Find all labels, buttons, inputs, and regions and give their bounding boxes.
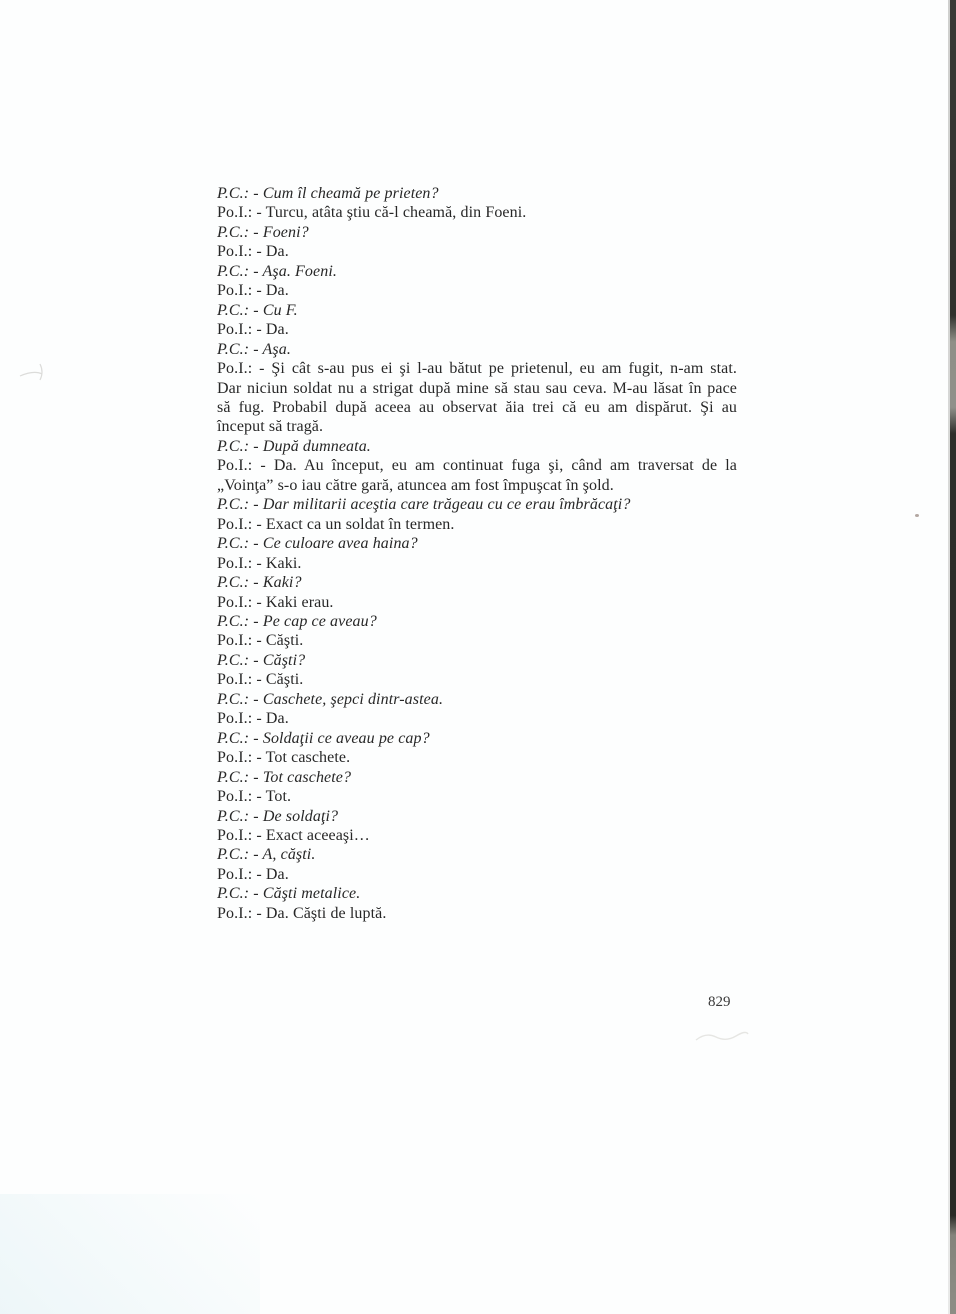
dialogue-line: Po.I.: - Căşti. [217, 671, 304, 689]
dialogue-line: P.C.: - Căşti? [217, 651, 306, 669]
dialogue-line: P.C.: - Dar militarii aceştia care trăgeau cu ce erau îmbrăcaţi? [217, 496, 631, 514]
dialogue-line: Po.I.: - Turcu, atâta ştiu că-l cheamă, din Foeni. [217, 204, 527, 222]
dialogue-line: P.C.: - Caschete, şepci dintr-astea. [217, 690, 444, 708]
scan-artifact-speck [915, 514, 919, 517]
dialogue-line: Po.I.: - Şi cât s-au pus ei şi l-au bătut pe prietenul, eu am fugit, n-am stat. [217, 360, 737, 378]
dialogue-line: început să tragă. [217, 418, 324, 436]
dialogue-line: P.C.: - Cu F. [217, 301, 298, 319]
dialogue-line: P.C.: - Tot caschete? [217, 768, 352, 786]
dialogue-line: P.C.: - Soldaţii ce aveau pe cap? [217, 729, 430, 747]
scan-tint-bottom-left [0, 1194, 260, 1314]
dialogue-line: P.C.: - Foeni? [217, 223, 309, 241]
dialogue-line: P.C.: - Pe cap ce aveau? [217, 612, 377, 630]
dialogue-line: Po.I.: - Kaki. [217, 554, 302, 572]
dialogue-line: Po.I.: - Da. Căşti de luptă. [217, 904, 387, 922]
dialogue-line: P.C.: - Aşa. [217, 340, 291, 358]
dialogue-line: P.C.: - Aşa. Foeni. [217, 262, 337, 280]
dialogue-line: Po.I.: - Tot. [217, 788, 292, 806]
scan-edge-shadow [948, 0, 950, 1314]
dialogue-line: Po.I.: - Da. Au început, eu am continuat fuga şi, când am traversat de la [217, 457, 737, 475]
dialogue-line: P.C.: - De soldaţi? [217, 807, 339, 825]
dialogue-line: „Voinţa” s-o iau către gară, atuncea am fost împuşcat în şold. [217, 476, 614, 494]
scan-artifact-left-curve [18, 360, 58, 394]
dialogue-line: Po.I.: - Căşti. [217, 632, 304, 650]
dialogue-line: P.C.: - Căşti metalice. [217, 885, 361, 903]
page-number: 829 [708, 994, 731, 1010]
dialogue-block [217, 184, 737, 923]
scan-artifact-squiggle [692, 1026, 752, 1048]
dialogue-line: Po.I.: - Da. [217, 243, 289, 261]
dialogue-line: P.C.: - A, căşti. [217, 846, 316, 864]
dialogue-line: Dar niciun soldat nu a strigat după mine să stau sau ceva. M-au lăsat în pace [217, 379, 737, 397]
dialogue-line: Po.I.: - Kaki erau. [217, 593, 334, 611]
dialogue-line: să fug. Probabil după aceea au observat ăia trei că eu am dispărut. Şi au [217, 398, 737, 416]
dialogue-line: Po.I.: - Exact ca un soldat în termen. [217, 515, 455, 533]
dialogue-line: P.C.: - Cum îl cheamă pe prieten? [217, 185, 439, 202]
dialogue-line: Po.I.: - Da. [217, 865, 289, 883]
dialogue-line: Po.I.: - Da. [217, 710, 289, 728]
dialogue-line: P.C.: - Ce culoare avea haina? [217, 535, 418, 553]
dialogue-line: Po.I.: - Tot caschete. [217, 749, 351, 767]
dialogue-line: Po.I.: - Da. [217, 321, 289, 339]
scan-edge-strip [950, 0, 956, 1314]
dialogue-line: P.C.: - Kaki? [217, 574, 302, 592]
dialogue-line: Po.I.: - Exact aceeaşi… [217, 826, 370, 844]
dialogue-line: Po.I.: - Da. [217, 282, 289, 300]
dialogue-line: P.C.: - După dumneata. [217, 437, 371, 455]
